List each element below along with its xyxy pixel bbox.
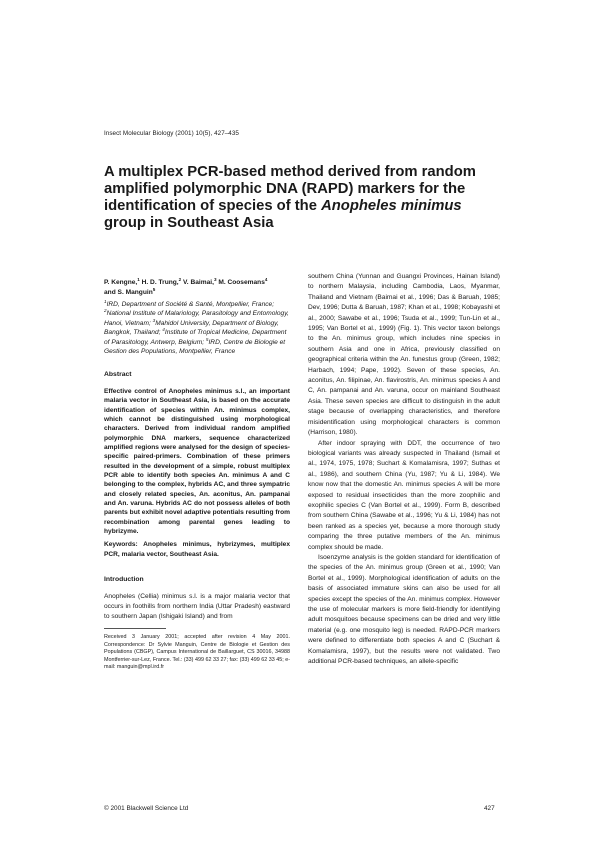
abstract-heading: Abstract — [104, 371, 132, 379]
journal-citation: Insect Molecular Biology (2001) 10(5), 427–435 — [104, 130, 239, 137]
paragraph: Isoenzyme analysis is the golden standard for identification of the species of the An. minimus group (Green et al., 1990; Van Bortel et al., 1999). Morphological identification of adults on the basis of associated immature skins can also be used for all species except the species of the An. minimus complex. However the use of molecular markers is more field-friendly for identifying adult mosquitoes because specimens can be dried and very little material (e.g. one mosquito leg) is needed. RAPD-PCR markers were defined to differentiate both species A and C (Suchart & Komalamisra, 1997), but the results were not validated. Two additional PCR-based techniques, an allele-specific — [308, 553, 500, 666]
left-column — [104, 272, 290, 672]
title-line-3: identification of species of the — [104, 198, 322, 214]
title-line-2: amplified polymorphic DNA (RAPD) markers for the — [104, 181, 466, 197]
copyright-notice: © 2001 Blackwell Science Ltd — [104, 805, 189, 812]
article-title — [104, 164, 504, 232]
correspondence-footnote: Received 3 January 2001; accepted after revision 4 May 2001. Correspondence: Dr Sylvie Manguin, Centre de Biologie et Gestion des Populations (CBGP), Campus International de Baillarguet, CS 30016, 34988 Montferrier-sur-Lez, France. Tel.: (33) 499 62 33 27; fax: (33) 499 62 33 45; e-mail: manguin@mpl.ird.fr — [104, 634, 290, 671]
page-number: 427 — [484, 805, 495, 812]
keywords: Keywords: Anopheles minimus, hybrizymes, multiplex PCR, malaria vector, Southeast Asia. — [104, 541, 290, 558]
title-line-4: group in Southeast Asia — [104, 215, 274, 231]
affiliations: $^1$IRD, Department of Société & Santé, Montpellier, France; $^2$National Institute of Malariology, Parasitology and Entomology, Hanoi, Vietnam; $^3$Mahidol University, Department of Biology, Bangkok, Thailand; $^4$Institute of Tropical Medicine, Department of Parasitology, Antwerp, Belgium; $^5$IRD, Centre de Biologie et Gestion des Populations, Montpellier, France — [104, 298, 289, 356]
abstract-text: Effective control of Anopheles minimus s.l., an important malaria vector in Southeast Asia, is based on the accurate identification of species within An. minimus complex, which cannot be distinguished using morphological characters. Derived from individual random amplified polymorphic DNA markers, sequence characterized amplified regions were analysed for the design of species-specific paired-primers. Combination of these primers resulted in the development of a simple, robust multiplex PCR able to identify both species An. minimus A and C belonging to the complex, hybrids AC, and three sympatric and closely related species, An. aconitus, An. pampanai and An. varuna. Hybrids AC do not possess alleles of both parents but exhibit novel adaptive potentials resulting from recombination among parental genes leading to hybrizyme. — [104, 387, 290, 535]
footnote-divider — [104, 628, 166, 629]
title-line-1: A multiplex PCR-based method derived from random — [104, 164, 476, 180]
right-column — [308, 272, 500, 667]
paragraph: southern China (Yunnan and Guangxi Provinces, Hainan Island) to northern Malaysia, including Cambodia, Laos, Myanmar, Thailand and Vietnam (Baimai et al., 1996; Das & Baruah, 1985; Dev, 1996; Dutta & Baruah, 1987; Khan et al., 1998; Kobayashi et al., 2000; Sawabe et al., 1996; Tsuda et al., 1999; Tun-Lin et al., 1995; Van Bortel et al., 1999) (Fig. 1). This vector taxon belongs to the An. minimus group, which includes nine species in southern Asia and one in Africa, previously classified on geographical criteria within the An. funestus group (Green, 1982; Harbach, 1994; Pape, 1992). Seven of these species, An. aconitus, An. filipinae, An. flavirostris, An. minimus species A and C, An. pampanai and An. varuna, occur on mainland Southeast Asia. These seven species are difficult to distinguish in the adult stage because of overlapping characteristics, and therefore misidentification using morphological characters is common (Harrison, 1980). — [308, 273, 500, 437]
title-species-name: Anopheles minimus — [321, 198, 462, 214]
author-list: P. Kengne,$^1$ H. D. Trung,$^2$ V. Baimai,$^3$ M. Coosemans$^4$ and S. Manguin$^5$ — [104, 276, 268, 296]
introduction-heading: Introduction — [104, 576, 144, 584]
introduction-text: Anopheles (Cellia) minimus s.l. is a major malaria vector that occurs in foothills from northern India (Uttar Pradesh) eastward to southern Japan (Ishigaki Island) and from — [104, 592, 290, 621]
paragraph: After indoor spraying with DDT, the occurrence of two biological variants was already suspected in Thailand (Ismail et al., 1974, 1975, 1978; Suchart & Komalamisra, 1997; Suthas et al., 1986), and southern China (Yu, 1987; Yu & Li, 1984). We know now that the domestic An. minimus species A will be more exposed to residual insecticides than the more zoophilic and exophilic species C (Van Bortel et al., 1999). Form B, described from southern China (Sawabe et al., 1996; Yu & Li, 1984) has not been ranked as a species yet, because a more thorough study comparing the three putative members of the An. minimus complex should be made. — [308, 439, 500, 551]
